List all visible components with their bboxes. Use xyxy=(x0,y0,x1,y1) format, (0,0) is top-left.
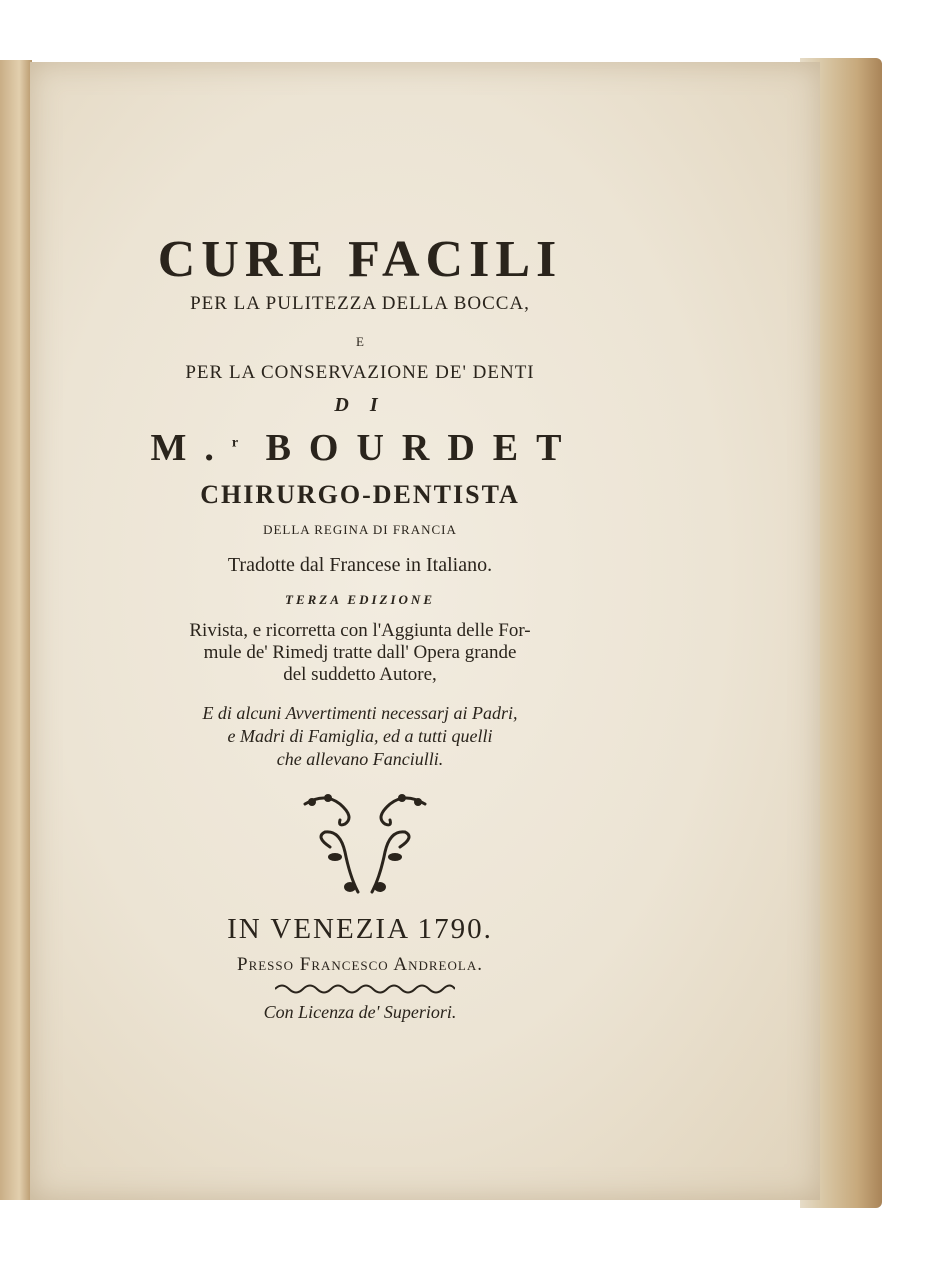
revision-line: del suddetto Autore, xyxy=(283,664,437,685)
author-line xyxy=(135,426,595,470)
book-title: CURE FACILI xyxy=(157,231,563,288)
printer: Presso Francesco Andreola. xyxy=(237,954,483,975)
additional-line: e Madri di Famiglia, ed a tutti quelli xyxy=(227,726,493,746)
author-name: BOURDET xyxy=(265,427,580,469)
author-role: CHIRURGO-DENTISTA xyxy=(200,480,520,509)
subtitle-2: PER LA CONSERVAZIONE DE' DENTI xyxy=(185,362,535,383)
edition: TERZA EDIZIONE xyxy=(285,592,435,607)
decorative-rule-icon xyxy=(275,982,455,996)
floral-ornament-icon xyxy=(300,792,430,902)
title-page xyxy=(30,62,820,1200)
revision-line: mule de' Rimedj tratte dall' Opera grande xyxy=(203,642,517,663)
translation-note: Tradotte dal Francese in Italiano. xyxy=(227,554,493,576)
revision-line: Rivista, e ricorretta con l'Aggiunta delle For- xyxy=(189,620,531,641)
author-prefix-sup: r xyxy=(231,435,239,451)
additional-note xyxy=(90,702,630,771)
by-line: D I xyxy=(334,394,386,416)
revision-note xyxy=(90,620,630,686)
author-affiliation: DELLA REGINA DI FRANCIA xyxy=(263,522,457,537)
adjacent-page-edge xyxy=(0,60,32,1200)
subtitle-1: PER LA PULITEZZA DELLA BOCCA, xyxy=(190,293,530,314)
additional-line: E di alcuni Avvertimenti necessarj ai Padri, xyxy=(202,703,518,723)
additional-line: che allevano Fanciulli. xyxy=(276,749,444,769)
conjunction: E xyxy=(356,334,364,349)
imprint-place-year: IN VENEZIA 1790. xyxy=(227,913,493,945)
license: Con Licenza de' Superiori. xyxy=(263,1002,457,1022)
author-prefix: M. xyxy=(150,427,232,469)
